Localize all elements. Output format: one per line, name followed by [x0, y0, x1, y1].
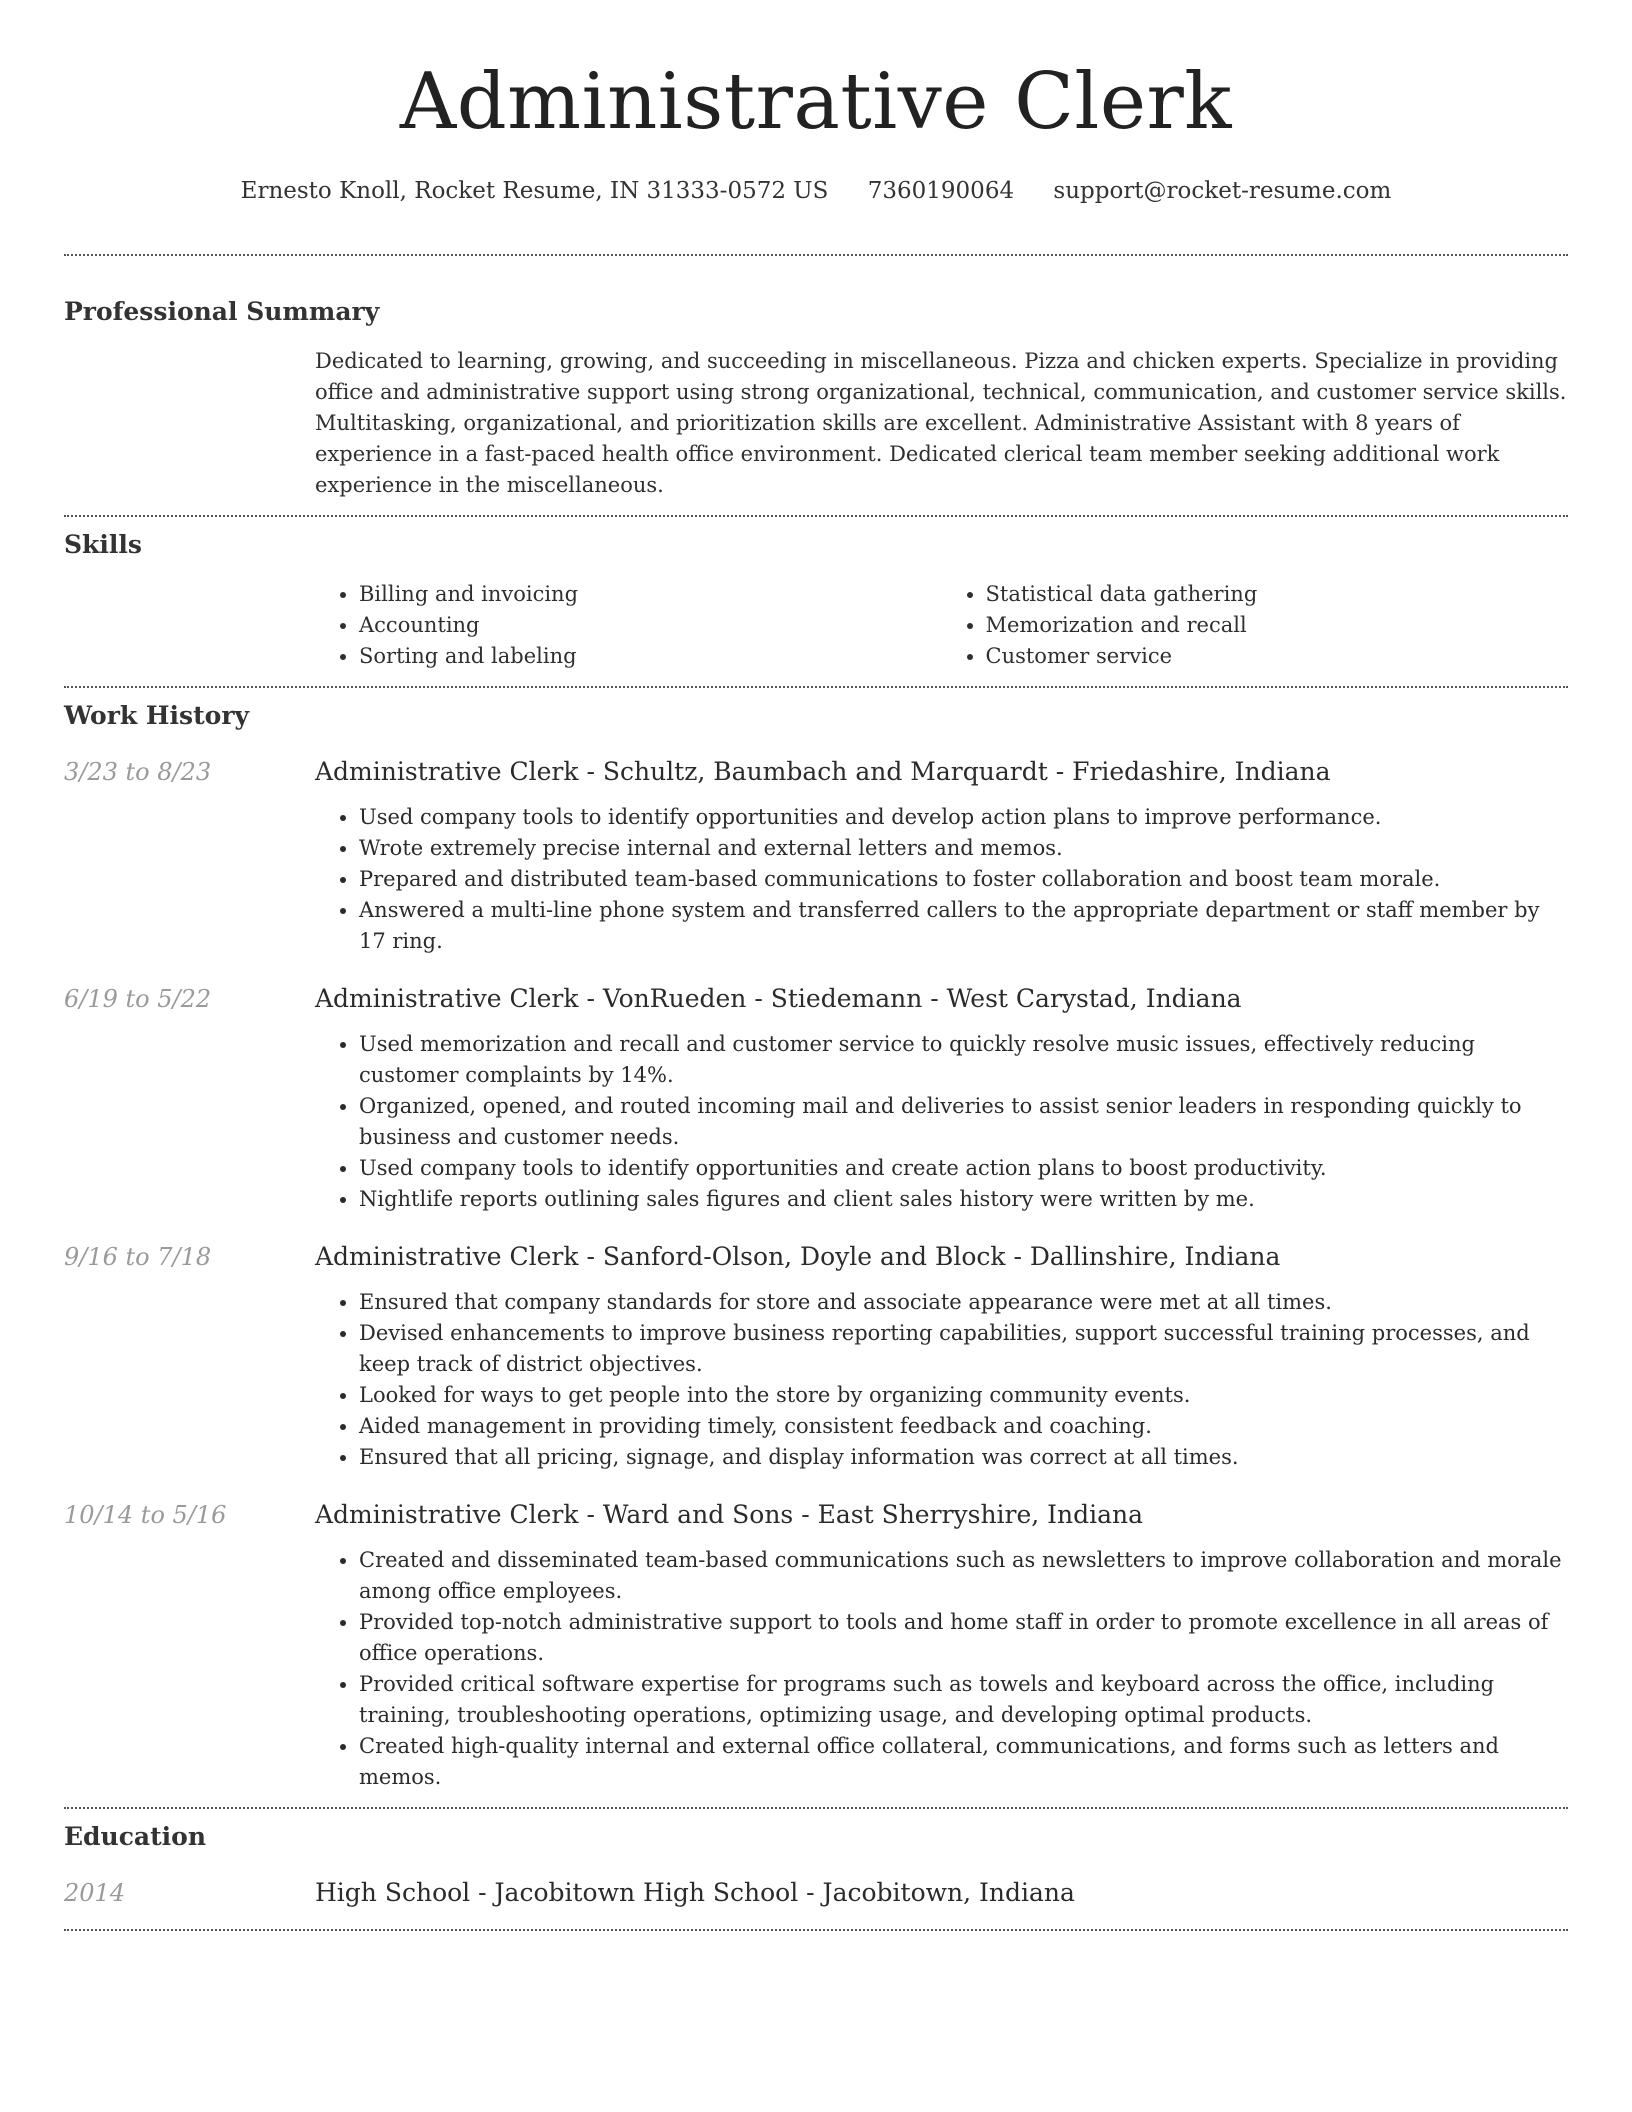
job-bullet: • Used company tools to identify opportunities and create action plans to boost productivity.	[359, 1153, 1568, 1184]
education-title: Education	[64, 1822, 207, 1851]
job-header	[64, 1241, 1568, 1273]
job-bullet: • Looked for ways to get people into the store by organizing community events.	[359, 1380, 1568, 1411]
job-bullet: • Ensured that company standards for store and associate appearance were met at all times.	[359, 1287, 1568, 1318]
job-entry	[64, 1499, 1568, 1793]
summary-section	[64, 296, 1568, 501]
job-title: Administrative Clerk - Ward and Sons - East Sherryshire, Indiana	[315, 1500, 1144, 1529]
job-entry	[64, 756, 1568, 957]
job-header	[64, 983, 1568, 1015]
work-history-title: Work History	[64, 701, 250, 730]
summary-text: Dedicated to learning, growing, and succeeding in miscellaneous. Pizza and chicken experts. Specialize in providing office and administrative support using strong organizational, technical, communication, and customer service skills. Multitasking, organizational, and prioritization skills are excellent. Administrative Assistant with 8 years of experience in a fast-paced health office environment. Dedicated clerical team member seeking additional work experience in the miscellaneous.	[315, 349, 1567, 497]
job-bullet: • Answered a multi-line phone system and transferred callers to the appropriate department or staff member by 17 ring.	[359, 895, 1568, 957]
job-bullet: • Provided critical software expertise for programs such as towels and keyboard across the office, including training, troubleshooting operations, optimizing usage, and developing optimal products.	[359, 1669, 1568, 1731]
divider	[64, 254, 1568, 256]
summary-content	[315, 346, 1568, 501]
job-bullet: • Created and disseminated team-based communications such as newsletters to improve collaboration and morale among office employees.	[359, 1545, 1568, 1607]
job-date: 3/23 to 8/23	[64, 758, 212, 786]
skill-item: • Memorization and recall	[986, 610, 1569, 641]
job-date: 9/16 to 7/18	[64, 1243, 212, 1271]
job-bullet: • Created high-quality internal and external office collateral, communications, and forms such as letters and memos.	[359, 1731, 1568, 1793]
skill-item: • Sorting and labeling	[359, 641, 942, 672]
education-entry	[64, 1877, 1568, 1909]
job-bullet: • Aided management in providing timely, consistent feedback and coaching.	[359, 1411, 1568, 1442]
skills-title: Skills	[64, 530, 142, 559]
job-bullet: • Wrote extremely precise internal and external letters and memos.	[359, 833, 1568, 864]
job-header	[64, 1499, 1568, 1531]
skill-item: • Accounting	[359, 610, 942, 641]
education-title-line: High School - Jacobitown High School - Jacobitown, Indiana	[315, 1878, 1075, 1907]
skill-item: • Customer service	[986, 641, 1569, 672]
education-date: 2014	[64, 1879, 126, 1907]
skills-list	[315, 579, 1568, 672]
resume-page	[64, 0, 1568, 1931]
skills-column-left	[315, 579, 942, 672]
work-history-section	[64, 700, 1568, 1793]
job-bullet: • Devised enhancements to improve business reporting capabilities, support successful training processes, and keep track of district objectives.	[359, 1318, 1568, 1380]
skill-item: • Statistical data gathering	[986, 579, 1569, 610]
job-bullet: • Used company tools to identify opportunities and develop action plans to improve performance.	[359, 802, 1568, 833]
job-bullet: • Provided top-notch administrative support to tools and home staff in order to promote excellence in all areas of office operations.	[359, 1607, 1568, 1669]
education-header	[64, 1877, 1568, 1909]
job-title: Administrative Clerk - Schultz, Baumbach and Marquardt - Friedashire, Indiana	[315, 757, 1331, 786]
resume-name: Administrative Clerk	[399, 57, 1233, 147]
divider	[64, 515, 1568, 517]
education-section	[64, 1821, 1568, 1909]
job-date: 10/14 to 5/16	[64, 1501, 227, 1529]
job-header	[64, 756, 1568, 788]
job-title: Administrative Clerk - Sanford-Olson, Doyle and Block - Dallinshire, Indiana	[315, 1242, 1281, 1271]
divider	[64, 1929, 1568, 1931]
skills-section	[64, 529, 1568, 672]
divider	[64, 1807, 1568, 1809]
skills-column-right	[942, 579, 1569, 672]
skill-item: • Billing and invoicing	[359, 579, 942, 610]
contact-line	[64, 176, 1568, 206]
job-bullets	[315, 1545, 1568, 1793]
job-bullet: • Organized, opened, and routed incoming mail and deliveries to assist senior leaders in responding quickly to business and customer needs.	[359, 1091, 1568, 1153]
contact-phone: 7360190064	[867, 178, 1015, 204]
contact-email: support@rocket-resume.com	[1053, 178, 1392, 204]
job-date: 6/19 to 5/22	[64, 985, 212, 1013]
contact-address: Ernesto Knoll, Rocket Resume, IN 31333-0572 US	[240, 178, 829, 204]
job-entry	[64, 983, 1568, 1215]
divider	[64, 686, 1568, 688]
job-entry	[64, 1241, 1568, 1473]
job-bullet: • Ensured that all pricing, signage, and display information was correct at all times.	[359, 1442, 1568, 1473]
summary-title: Professional Summary	[64, 297, 380, 326]
job-bullets	[315, 1287, 1568, 1473]
job-bullets	[315, 1029, 1568, 1215]
job-bullets	[315, 802, 1568, 957]
job-bullet: • Prepared and distributed team-based communications to foster collaboration and boost team morale.	[359, 864, 1568, 895]
job-bullet: • Used memorization and recall and customer service to quickly resolve music issues, effectively reducing customer complaints by 14%.	[359, 1029, 1568, 1091]
job-title: Administrative Clerk - VonRueden - Stiedemann - West Carystad, Indiana	[315, 984, 1242, 1013]
job-bullet: • Nightlife reports outlining sales figures and client sales history were written by me.	[359, 1184, 1568, 1215]
